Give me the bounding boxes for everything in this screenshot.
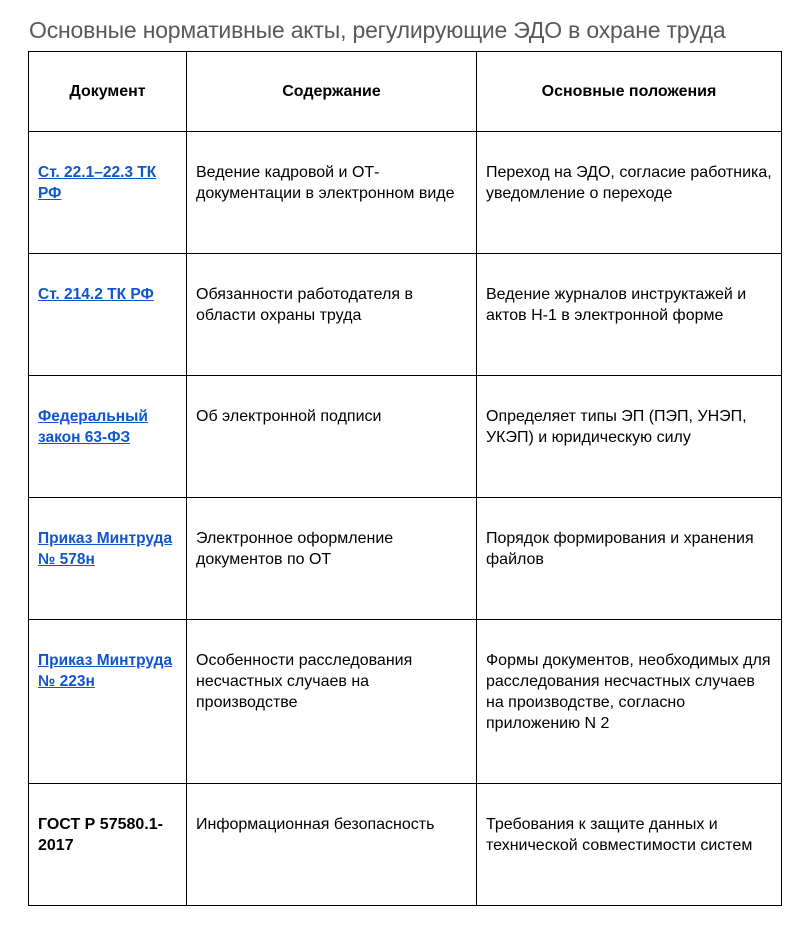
document-link[interactable]: Приказ Минтруда № 223н (38, 652, 173, 690)
provisions-cell: Требования к защите данных и технической совместимости систем (486, 816, 753, 854)
content-cell: Обязанности работодателя в области охраны труда (196, 286, 413, 324)
provisions-cell: Ведение журналов инструктажей и актов Н-1 в электронной форме (486, 286, 747, 324)
table-row (29, 784, 782, 906)
provisions-cell: Порядок формирования и хранения файлов (486, 530, 754, 568)
table-header-row (29, 52, 782, 132)
provisions-cell: Формы документов, необходимых для расследования несчастных случаев на производстве, согласно приложению N 2 (486, 652, 771, 732)
table-row (29, 254, 782, 376)
content-cell: Электронное оформление документов по ОТ (196, 530, 394, 568)
content-cell: Особенности расследования несчастных случаев на производстве (196, 652, 413, 711)
header-provisions: Основные положения (477, 52, 782, 132)
header-document: Документ (29, 52, 187, 132)
provisions-cell: Определяет типы ЭП (ПЭП, УНЭП, УКЭП) и юридическую силу (486, 408, 747, 446)
provisions-cell: Переход на ЭДО, согласие работника, уведомление о переходе (486, 164, 772, 202)
document-link[interactable]: Федеральный закон 63-ФЗ (38, 408, 148, 446)
content-cell: Ведение кадровой и ОТ-документации в электронном виде (196, 164, 455, 202)
regulations-table (28, 51, 782, 906)
content-cell: Информационная безопасность (196, 816, 435, 833)
content-cell: Об электронной подписи (196, 408, 382, 425)
table-row (29, 620, 782, 784)
document-link[interactable]: Ст. 22.1–22.3 ТК РФ (38, 164, 157, 202)
document-link[interactable]: Ст. 214.2 ТК РФ (38, 286, 154, 303)
document-name: ГОСТ Р 57580.1-2017 (38, 816, 163, 854)
table-row (29, 498, 782, 620)
document-link[interactable]: Приказ Минтруда № 578н (38, 530, 173, 568)
page-title: Основные нормативные акты, регулирующие ЭДО в охране труда (29, 17, 726, 43)
header-content: Содержание (187, 52, 477, 132)
table-row (29, 132, 782, 254)
table-row (29, 376, 782, 498)
